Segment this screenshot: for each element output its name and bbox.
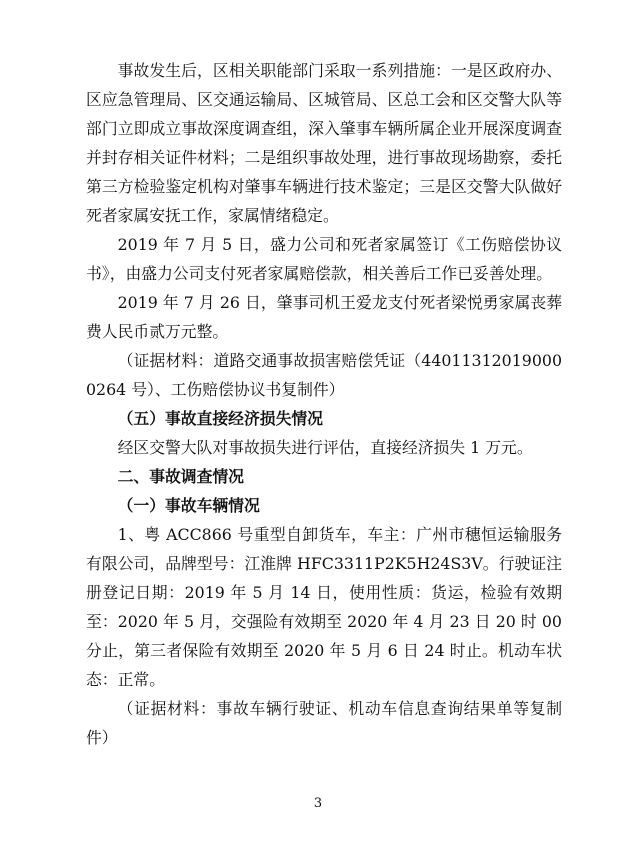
heading-investigation: 二、事故调查情况 [117,467,244,486]
page-number: 3 [313,796,323,811]
paragraph-evidence-materials-1: （证据材料：道路交通事故损害赔偿凭证（440113120190000264 号）、工伤赔偿协议书复制件） [86,351,562,399]
paragraph-response-measures: 事故发生后，区相关职能部门采取一系列措施：一是区政府办、区应急管理局、区交通运输局、区城管局、区总工会和区交警大队等部门立即成立事故深度调查组，深入肇事车辆所属企业开展深度调查并封存相关证件材料；二是组织事故处理，进行事故现场勘察，委托第三方检验鉴定机构对肇事车辆进行技术鉴定；三是区交警大队做好死者家属安抚工作，家属情绪稳定。 [86,61,562,225]
heading-vehicle-info: （一）事故车辆情况 [117,496,260,515]
heading-direct-economic-loss: （五）事故直接经济损失情况 [117,409,323,428]
document-body [86,56,562,752]
paragraph-evidence-materials-2: （证据材料：事故车辆行驶证、机动车信息查询结果单等复制件） [86,699,562,747]
paragraph-funeral-payment: 2019 年 7 月 26 日，肇事司机王爱龙支付死者梁悦勇家属丧葬费人民币贰万元整。 [86,293,562,341]
paragraph-compensation-agreement: 2019 年 7 月 5 日，盛力公司和死者家属签订《工伤赔偿协议书》，由盛力公司支付死者家属赔偿款，相关善后工作已妥善处理。 [86,235,562,283]
paragraph-vehicle-details: 1、粤 ACC866 号重型自卸货车，车主：广州市穗恒运输服务有限公司，品牌型号：江淮牌 HFC3311P2K5H24S3V。行驶证注册登记日期：2019 年 5 月 14 日，使用性质：货运，检验有效期至：2020 年 5 月，交强险有效期至 2020 年 4 月 23 日 20 时 00 分止，第三者保险有效期至 2020 年 5 月 6 日 24 时止。机动车状态：正常。 [86,525,562,689]
paragraph-economic-loss: 经区交警大队对事故损失进行评估，直接经济损失 1 万元。 [117,438,533,457]
